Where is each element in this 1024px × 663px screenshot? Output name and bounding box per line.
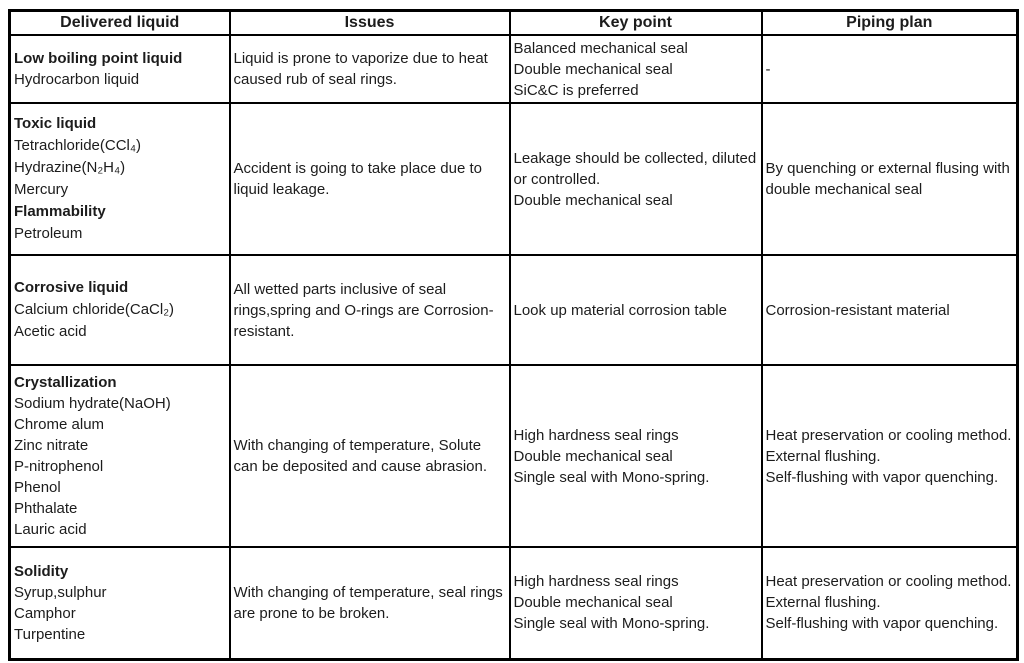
key-point-cell	[510, 365, 762, 547]
piping-plan-item: Self-flushing with vapor quenching.	[765, 468, 999, 486]
liquid-category: Solidity	[14, 562, 69, 580]
liquid-item: Phthalate	[14, 500, 78, 517]
piping-plan-cell	[762, 365, 1018, 547]
liquid-item: Phenol	[14, 479, 61, 496]
col-header-issues: Issues	[230, 11, 510, 36]
liquid-item: Hydrazine(N₂H₄)	[14, 159, 126, 176]
liquid-category: Corrosive liquid	[14, 279, 129, 296]
liquid-item: Petroleum	[14, 225, 83, 242]
liquid-item: Mercury	[14, 181, 69, 198]
liquid-category: Crystallization	[14, 374, 117, 391]
delivered-liquid-cell	[10, 547, 230, 659]
liquid-item: Calcium chloride(CaCl₂)	[14, 301, 175, 318]
issues-cell	[230, 547, 510, 659]
key-point-item: Single seal with Mono-spring.	[513, 468, 710, 486]
key-point-cell	[510, 103, 762, 255]
piping-plan-cell	[762, 103, 1018, 255]
issue-text: All wetted parts inclusive of seal rings,spring and O-rings are Corrosion-resistant.	[233, 280, 494, 340]
key-point-item: Double mechanical seal	[513, 447, 673, 465]
seal-selection-table	[8, 9, 1019, 661]
piping-plan-item: Heat preservation or cooling method.	[765, 573, 1012, 591]
issues-cell	[230, 103, 510, 255]
key-point-item: High hardness seal rings	[513, 426, 679, 444]
liquid-item: Zinc nitrate	[14, 437, 89, 454]
col-header-piping-plan: Piping plan	[762, 11, 1018, 36]
table-row	[10, 547, 1018, 659]
liquid-item: Acetic acid	[14, 323, 87, 340]
delivered-liquid-cell	[10, 365, 230, 547]
issues-cell	[230, 35, 510, 103]
piping-plan-item: Heat preservation or cooling method.	[765, 426, 1012, 444]
piping-plan-item: Self-flushing with vapor quenching.	[765, 615, 999, 633]
table-row	[10, 365, 1018, 547]
piping-plan-item: By quenching or external flusing with double mechanical seal	[765, 160, 1010, 198]
col-header-key-point: Key point	[510, 11, 762, 36]
key-point-item: Look up material corrosion table	[513, 301, 727, 319]
liquid-category: Flammability	[14, 203, 106, 220]
issues-cell	[230, 255, 510, 365]
issue-text: With changing of temperature, seal rings are prone to be broken.	[233, 583, 503, 622]
issue-text: Liquid is prone to vaporize due to heat caused rub of seal rings.	[233, 50, 488, 88]
key-point-item: Double mechanical seal	[513, 594, 673, 612]
piping-plan-cell	[762, 255, 1018, 365]
liquid-item: Sodium hydrate(NaOH)	[14, 395, 171, 412]
table-row	[10, 103, 1018, 255]
liquid-item: Syrup,sulphur	[14, 583, 107, 601]
key-point-item: Double mechanical seal	[513, 60, 673, 78]
header-row	[10, 11, 1018, 36]
piping-plan-cell	[762, 547, 1018, 659]
liquid-item: Camphor	[14, 604, 76, 622]
key-point-item: SiC&C is preferred	[513, 81, 639, 99]
issue-text: Accident is going to take place due to liquid leakage.	[233, 160, 482, 198]
delivered-liquid-cell	[10, 255, 230, 365]
liquid-item: Tetrachloride(CCl₄)	[14, 137, 141, 154]
liquid-category: Low boiling point liquid	[14, 50, 183, 67]
piping-plan-item: External flushing.	[765, 447, 881, 465]
piping-plan-item: -	[765, 60, 771, 78]
issues-cell	[230, 365, 510, 547]
liquid-item: Hydrocarbon liquid	[14, 71, 140, 88]
liquid-item: Turpentine	[14, 625, 86, 643]
key-point-cell	[510, 255, 762, 365]
key-point-item: Double mechanical seal	[513, 191, 673, 209]
table-row	[10, 255, 1018, 365]
liquid-item: Chrome alum	[14, 416, 105, 433]
col-header-delivered-liquid: Delivered liquid	[10, 11, 230, 36]
table-row	[10, 35, 1018, 103]
key-point-item: Leakage should be collected, diluted or controlled.	[513, 149, 757, 188]
key-point-cell	[510, 35, 762, 103]
issue-text: With changing of temperature, Solute can be deposited and cause abrasion.	[233, 437, 488, 475]
delivered-liquid-cell	[10, 103, 230, 255]
liquid-item: P-nitrophenol	[14, 458, 104, 475]
liquid-category: Toxic liquid	[14, 115, 97, 132]
key-point-cell	[510, 547, 762, 659]
piping-plan-cell	[762, 35, 1018, 103]
piping-plan-item: External flushing.	[765, 594, 881, 612]
delivered-liquid-cell	[10, 35, 230, 103]
key-point-item: Single seal with Mono-spring.	[513, 615, 710, 633]
piping-plan-item: Corrosion-resistant material	[765, 301, 950, 319]
liquid-item: Lauric acid	[14, 521, 87, 538]
key-point-item: High hardness seal rings	[513, 573, 679, 591]
key-point-item: Balanced mechanical seal	[513, 39, 688, 57]
